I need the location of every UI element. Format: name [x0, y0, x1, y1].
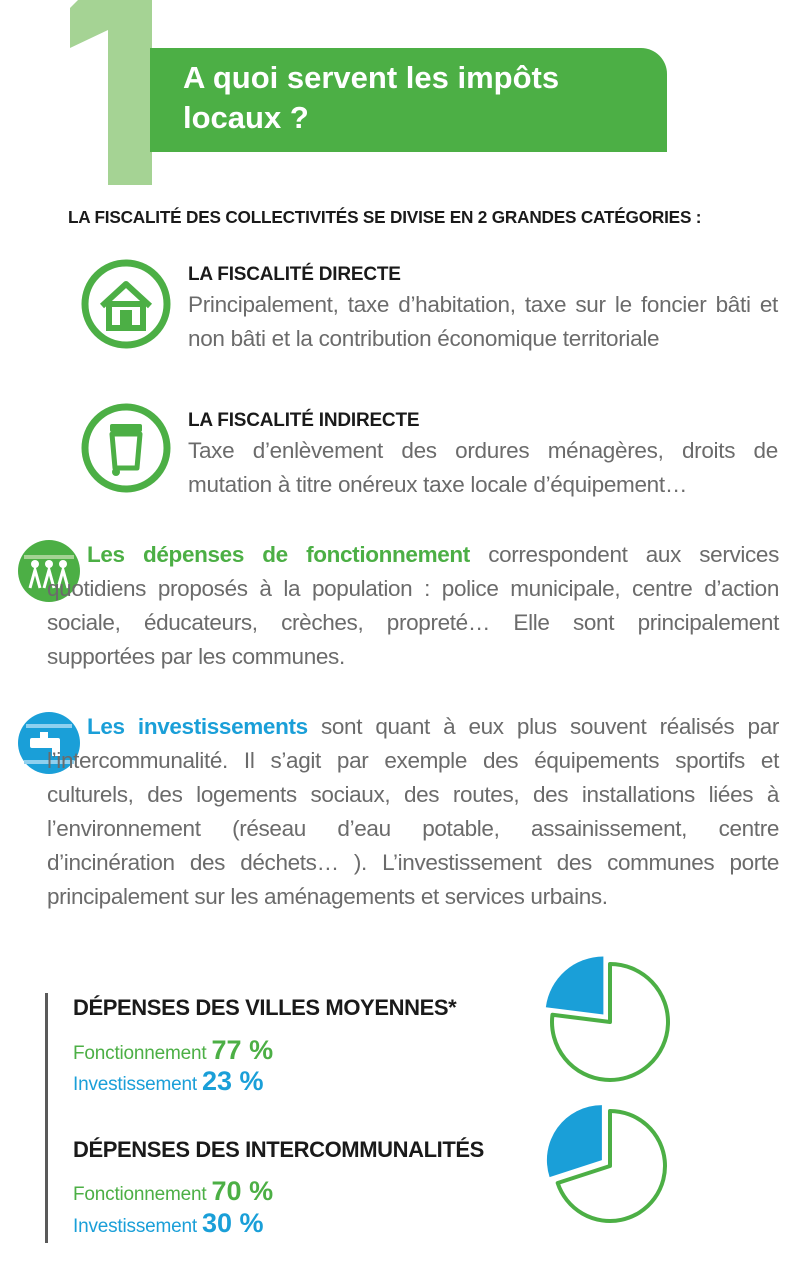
- investissements-text: sont quant à eux plus souvent réalisés par l’intercommunalité. Il s’agit par exemple des équipements sportifs et culturels, des logements sociaux, des routes, des installations liées à l’environnement (réseau d’eau potable, assainissement, centre d’incinération des déchets… ). L’investissement des communes porte principalement sur les aménagements et services urbains.: [47, 714, 779, 909]
- villes-investissement-row: [73, 1066, 264, 1097]
- villes-investissement-value: 23 %: [202, 1066, 264, 1096]
- villes-fonctionnement-label: Fonctionnement: [73, 1043, 212, 1064]
- inter-investissement-label: Investissement: [73, 1216, 202, 1237]
- villes-pie-chart: [537, 952, 677, 1092]
- category-indirect-title: LA FISCALITÉ INDIRECTE: [188, 410, 420, 431]
- investissements-paragraph: [47, 710, 779, 914]
- category-indirect-text: Taxe d’enlèvement des ordures ménagères, droits de mutation à titre onéreux taxe locale d’équipement…: [188, 438, 778, 497]
- pie-slice-investissement: [547, 1105, 602, 1177]
- intercommunalites-title: DÉPENSES DES INTERCOMMUNALITÉS: [73, 1137, 484, 1162]
- pie-slice-investissement: [546, 956, 604, 1014]
- inter-investissement-row: [73, 1208, 264, 1239]
- inter-investissement-value: 30 %: [202, 1208, 264, 1238]
- intro-heading: LA FISCALITÉ DES COLLECTIVITÉS SE DIVISE EN 2 GRANDES CATÉGORIES :: [68, 207, 702, 227]
- inter-fonctionnement-label: Fonctionnement: [73, 1184, 212, 1205]
- trash-bin-icon: [80, 402, 172, 494]
- villes-investissement-label: Investissement: [73, 1074, 202, 1095]
- fonctionnement-highlight: Les dépenses de fonctionnement: [87, 542, 470, 567]
- fonctionnement-paragraph: [47, 538, 779, 674]
- investissements-highlight: Les investissements: [87, 714, 308, 739]
- house-icon: [80, 258, 172, 350]
- inter-fonctionnement-value: 70 %: [211, 1176, 274, 1206]
- villes-fonctionnement-row: [73, 1035, 273, 1066]
- fonctionnement-text: correspondent aux services quotidiens proposés à la population : police municipale, centre d’action sociale, éducateurs, crèches, propreté… Elle sont principalement supportées par les communes.: [47, 542, 779, 669]
- category-direct-text: Principalement, taxe d’habitation, taxe sur le foncier bâti et non bâti et la contribution économique territoriale: [188, 292, 778, 351]
- page-title: A quoi servent les impôts locaux ?: [183, 60, 560, 135]
- intercommunalites-pie-chart: [537, 1100, 677, 1240]
- villes-fonctionnement-value: 77 %: [211, 1035, 274, 1065]
- villes-moyennes-title: DÉPENSES DES VILLES MOYENNES*: [73, 995, 457, 1020]
- stats-divider: [45, 993, 48, 1243]
- category-direct-title: LA FISCALITÉ DIRECTE: [188, 264, 401, 285]
- inter-fonctionnement-row: [73, 1176, 273, 1207]
